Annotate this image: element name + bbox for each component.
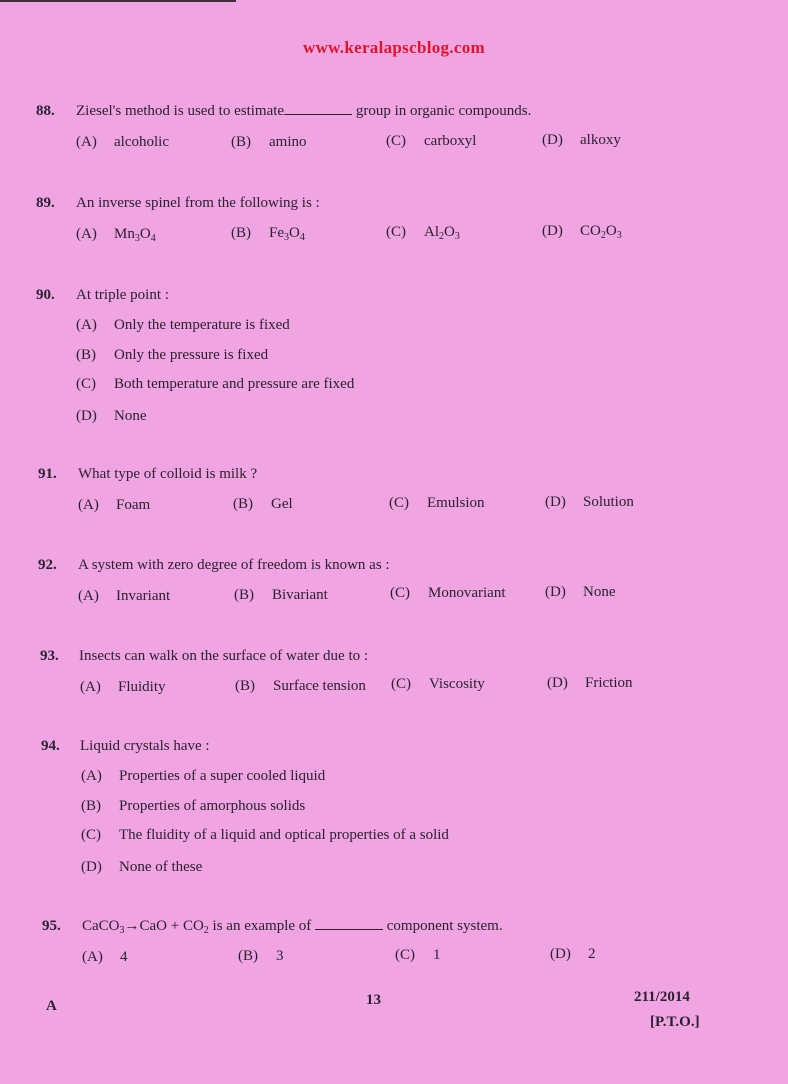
option-a: (A) Properties of a super cooled liquid (81, 768, 326, 784)
question-text: Liquid crystals have : (80, 738, 210, 754)
answer-blank (315, 919, 383, 930)
set-code: A (46, 998, 57, 1014)
question-text: A system with zero degree of freedom is known as : (78, 557, 390, 573)
option-a: (A) Foam (78, 497, 151, 513)
question-number: 89. (36, 195, 55, 211)
option-c: (C) 1 (395, 947, 441, 963)
option-d: (D) 2 (550, 946, 596, 962)
question-text: CaCO$_3$→CaO + $CO_2$ is an example of component system. (82, 918, 503, 936)
question-text: At triple point : (76, 287, 169, 303)
reaction-equation: CaCO$_3$→CaO + $CO_2$ (82, 918, 209, 936)
option-b: (B) amino (231, 134, 307, 150)
website-header: www.keralapscblog.com (303, 38, 485, 57)
question-text: What type of colloid is milk ? (78, 466, 258, 482)
option-a: (A) alcoholic (76, 134, 169, 150)
option-c: (C) Monovariant (390, 585, 506, 601)
option-a: (A) 4 (82, 949, 128, 965)
option-b: (B) Bivariant (234, 587, 328, 603)
option-a: (A) Fluidity (80, 679, 166, 695)
option-c: (C) Emulsion (389, 495, 485, 511)
option-c: (C) The fluidity of a liquid and optical properties of a solid (81, 827, 449, 843)
please-turn-over: [P.T.O.] (650, 1014, 700, 1030)
option-c: (C) Both temperature and pressure are fixed (76, 376, 355, 392)
option-c: (C) $Al_2O_3$ (386, 224, 460, 242)
paper-code: 211/2014 (634, 989, 690, 1005)
option-b: (B) Gel (233, 496, 293, 512)
answer-blank (284, 104, 352, 115)
question-number: 90. (36, 287, 55, 303)
question-text: Insects can walk on the surface of water due to : (79, 648, 369, 664)
option-a: (A) $Mn_3O_4$ (76, 226, 156, 244)
option-d: (D) $CO_2O_3$ (542, 223, 622, 241)
option-b: (B) Only the pressure is fixed (76, 347, 269, 363)
question-number: 95. (42, 918, 61, 934)
top-rule (0, 0, 236, 2)
option-a: (A) Only the temperature is fixed (76, 317, 290, 333)
option-d: (D) None (76, 408, 147, 424)
question-number: 94. (41, 738, 60, 754)
question-number: 91. (38, 466, 57, 482)
option-d: (D) Friction (547, 675, 633, 691)
question-number: 88. (36, 103, 55, 119)
option-a: (A) Invariant (78, 588, 171, 604)
option-c: (C) carboxyl (386, 133, 477, 149)
page-number: 13 (366, 992, 381, 1008)
question-text: An inverse spinel from the following is : (76, 195, 320, 211)
question-number: 93. (40, 648, 59, 664)
option-b: (B) $Fe_3O_4$ (231, 225, 305, 243)
option-d: (D) None of these (81, 859, 203, 875)
option-b: (B) Surface tension (235, 678, 366, 694)
question-number: 92. (38, 557, 57, 573)
option-c: (C) Viscosity (391, 676, 485, 692)
option-b: (B) 3 (238, 948, 284, 964)
option-d: (D) Solution (545, 494, 634, 510)
option-d: (D) alkoxy (542, 132, 621, 148)
option-b: (B) Properties of amorphous solids (81, 798, 306, 814)
question-text: Ziesel's method is used to estimate group in organic compounds. (76, 103, 532, 119)
option-d: (D) None (545, 584, 616, 600)
